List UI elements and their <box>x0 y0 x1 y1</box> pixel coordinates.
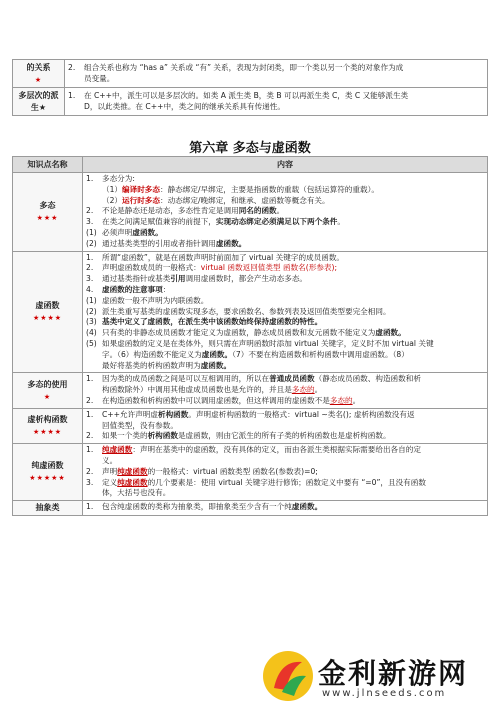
row-content-cell <box>83 373 488 408</box>
item-number: 1. <box>86 502 94 512</box>
item-text: 纯虚函数：声明在基类中的虚函数，没有具体的定义，而由各派生类根据实际需要给出各自的定 <box>102 445 421 455</box>
header-row <box>13 157 488 173</box>
star-rating: ★★★★★ <box>29 474 66 483</box>
watermark-text: 金利新游网 <box>318 657 469 690</box>
item-text: C++允许声明虚析构函数。声明虚析构函数的一般格式：virtual ~类名(); 虚析构函数没有返 <box>102 409 415 419</box>
item-text: 只有类的非静态成员函数才能定义为虚函数，静态成员函数和友元函数不能定义为虚函数。 <box>102 328 406 338</box>
item-number: (1) <box>86 295 97 305</box>
item-number: 1. <box>86 252 94 262</box>
item-number: (4) <box>86 328 97 338</box>
item-text: 声明虚函数成员的一般格式：virtual 函数返回值类型 函数名(形参表); <box>102 263 338 273</box>
item-text: 必须声明虚函数。 <box>102 227 163 237</box>
item-text: 多态分为: <box>102 174 135 183</box>
row-name-cell <box>13 444 83 501</box>
item-text: 虚函数一般不声明为内联函数。 <box>102 295 209 305</box>
row-content-cell <box>65 60 488 88</box>
content-line <box>86 467 484 478</box>
content-line <box>86 488 484 499</box>
item-number: (5) <box>86 338 97 348</box>
table-row <box>13 251 488 373</box>
row-name-cell <box>13 60 65 88</box>
star-rating: ★ <box>34 75 43 84</box>
content-line <box>86 174 484 185</box>
content-line <box>86 274 484 285</box>
row-name-cell <box>13 373 83 408</box>
item-number: 2. <box>86 395 94 405</box>
table-row <box>13 173 488 252</box>
content-line <box>86 307 484 318</box>
knowledge-point-name: 虚函数 <box>35 300 60 310</box>
header-content: 内容 <box>83 157 488 173</box>
item-number: 3. <box>86 274 94 284</box>
content-line <box>86 185 484 196</box>
table-row <box>13 408 488 443</box>
item-number: 3. <box>86 217 94 227</box>
content-line <box>86 239 484 250</box>
item-text: 包含纯虚函数的类称为抽象类，即抽象类至少含有一个纯虚函数。 <box>102 502 323 512</box>
content-line <box>86 317 484 328</box>
item-text: 回值类型，没有参数。 <box>102 420 178 430</box>
content-line <box>86 196 484 207</box>
row-name-cell <box>13 88 65 116</box>
item-text: 最好将基类的析构函数声明为虚函数。 <box>102 360 232 370</box>
watermark <box>260 648 500 707</box>
content-line <box>86 206 484 217</box>
item-number: 1. <box>86 445 94 455</box>
star-rating: ★ <box>43 392 52 401</box>
item-text: （1）编译时多态：静态绑定/早绑定，主要是指函数的重载（包括运算符的重载）。 <box>102 184 379 194</box>
content-line <box>86 478 484 489</box>
item-number: (2) <box>86 238 97 248</box>
knowledge-point-name: 的关系 <box>26 62 51 72</box>
item-text: 不论是静态还是动态，多态性肯定是调用同名的函数。 <box>102 206 285 216</box>
item-number: 1. <box>86 374 94 384</box>
table-row <box>13 373 488 408</box>
content-line <box>86 339 484 350</box>
content-line <box>86 350 484 361</box>
item-number: 2. <box>86 263 94 273</box>
star-rating: ★★★★ <box>32 427 63 436</box>
knowledge-point-name: 多态 <box>39 200 56 210</box>
item-text: 通过基类指针或基类引用调用虚函数时，都会产生动态多态。 <box>102 274 308 284</box>
content-line <box>86 361 484 372</box>
row-content-cell <box>83 408 488 443</box>
content-line <box>86 296 484 307</box>
row-content-cell <box>83 444 488 501</box>
row-name-cell <box>13 251 83 373</box>
content-line <box>86 445 484 456</box>
item-text: 派生类重写基类的虚函数实现多态，要求函数名、参数列表及返回值类型要完全相同。 <box>102 306 391 316</box>
item-number: 2. <box>86 206 94 216</box>
row-content-cell <box>83 251 488 373</box>
item-number: (3) <box>86 317 97 327</box>
item-text: 体，大括号也没有。 <box>102 488 171 498</box>
row-content-cell <box>83 501 488 516</box>
content-line <box>86 285 484 296</box>
item-number: 1. <box>68 90 76 100</box>
knowledge-point-name: 抽象类 <box>35 503 60 513</box>
item-text: 定义纯虚函数的几个要素是：使用 virtual 关键字进行修饰；函数定义中要有 “=0”，且没有函数 <box>102 477 426 487</box>
content-line <box>86 228 484 239</box>
content-line <box>86 431 484 442</box>
content-line <box>86 410 484 421</box>
item-number: 3. <box>86 477 94 487</box>
knowledge-point-name: 多态的使用 <box>27 379 68 389</box>
item-number: (1) <box>86 227 97 237</box>
header-name: 知识点名称 <box>13 157 83 173</box>
content-line <box>86 263 484 274</box>
item-text: 所谓“虚函数”，就是在函数声明时前面加了 virtual 关键字的成员函数。 <box>102 252 345 262</box>
item-number: 2. <box>86 466 94 476</box>
content-line <box>86 217 484 228</box>
item-text: 因为类的成员函数之间是可以互相调用的，所以在普通成员函数（静态成员函数、构造函数和析 <box>102 374 421 384</box>
content-line <box>86 374 484 385</box>
knowledge-table <box>12 156 488 516</box>
chapter-title: 第六章 多态与虚函数 <box>189 141 311 156</box>
item-text: 虚函数的注意事项： <box>102 284 171 294</box>
item-text: 如果虚函数的定义是在类体外，则只需在声明函数时添加 virtual 关键字，定义时不加 virtual 关键 <box>102 338 434 348</box>
table-row <box>13 88 488 116</box>
row-name-cell <box>13 173 83 252</box>
star-rating: ★★★ <box>36 213 59 222</box>
knowledge-point-name: 虚析构函数 <box>27 414 68 424</box>
knowledge-point-name: 多层次的派生★ <box>18 90 59 112</box>
item-text: 如果一个类的析构函数是虚函数，则由它派生的所有子类的析构函数也是虚析构函数。 <box>102 431 391 441</box>
item-text: D，以此类推。在 C++中，类之间的继承关系具有传递性。 <box>84 101 285 111</box>
content-line <box>86 385 484 396</box>
item-text: （2）运行时多态：动态绑定/晚绑定，和继承、虚函数等概念有关。 <box>102 195 330 205</box>
item-text: 员变量。 <box>84 73 115 83</box>
table-row <box>13 60 488 88</box>
table-row <box>13 501 488 516</box>
item-text: 通过基类类型的引用或者指针调用虚函数。 <box>102 238 247 248</box>
item-text: 组合关系也称为 “has a” 关系或 “有” 关系，表现为封闭类，即一个类以另一个类的对象作为成 <box>84 62 404 72</box>
item-number: (2) <box>86 306 97 316</box>
table-row <box>13 444 488 501</box>
star-rating: ★★★★ <box>32 313 63 322</box>
watermark-url: www.jlnseeds.com <box>322 688 447 699</box>
content-line <box>86 328 484 339</box>
item-number: 2. <box>86 431 94 441</box>
item-text: 字。（6）构造函数不能定义为虚函数。（7）不要在构造函数和析构函数中调用虚函数。（8） <box>102 349 409 359</box>
item-text: 义。 <box>102 455 118 465</box>
item-text: 基类中定义了虚函数，在派生类中该函数始终保持虚函数的特性。 <box>102 317 323 327</box>
row-name-cell <box>13 408 83 443</box>
item-text: 声明纯虚函数的一般格式：virtual 函数类型 函数名(参数表)=0; <box>102 466 318 476</box>
item-text: 在类之间满足赋值兼容的前提下，实现动态绑定必须满足以下两个条件。 <box>102 217 345 227</box>
knowledge-point-name: 纯虚函数 <box>31 461 64 471</box>
row-name-cell <box>13 501 83 516</box>
item-number: 1. <box>86 174 94 183</box>
item-number: 4. <box>86 284 94 294</box>
content-line <box>86 456 484 467</box>
prev-chapter-table <box>12 59 488 116</box>
item-text: 在 C++中，派生可以是多层次的。如类 A 派生类 B，类 B 可以再派生类 C，类 C 又能够派生类 <box>84 90 409 100</box>
item-number: 1. <box>86 409 94 419</box>
item-text: 在构造函数和析构函数中可以调用虚函数，但这样调用的虚函数不是多态的。 <box>102 395 361 405</box>
content-line <box>86 502 484 513</box>
row-content-cell <box>65 88 488 116</box>
item-number: 2. <box>68 62 76 72</box>
row-content-cell <box>83 173 488 252</box>
content-line <box>86 421 484 432</box>
content-line <box>86 396 484 407</box>
content-line <box>86 253 484 264</box>
watermark-logo-icon <box>260 648 316 704</box>
item-text: 构函数除外）中调用其他虚成员函数也是允许的，并且是多态的。 <box>102 385 323 395</box>
